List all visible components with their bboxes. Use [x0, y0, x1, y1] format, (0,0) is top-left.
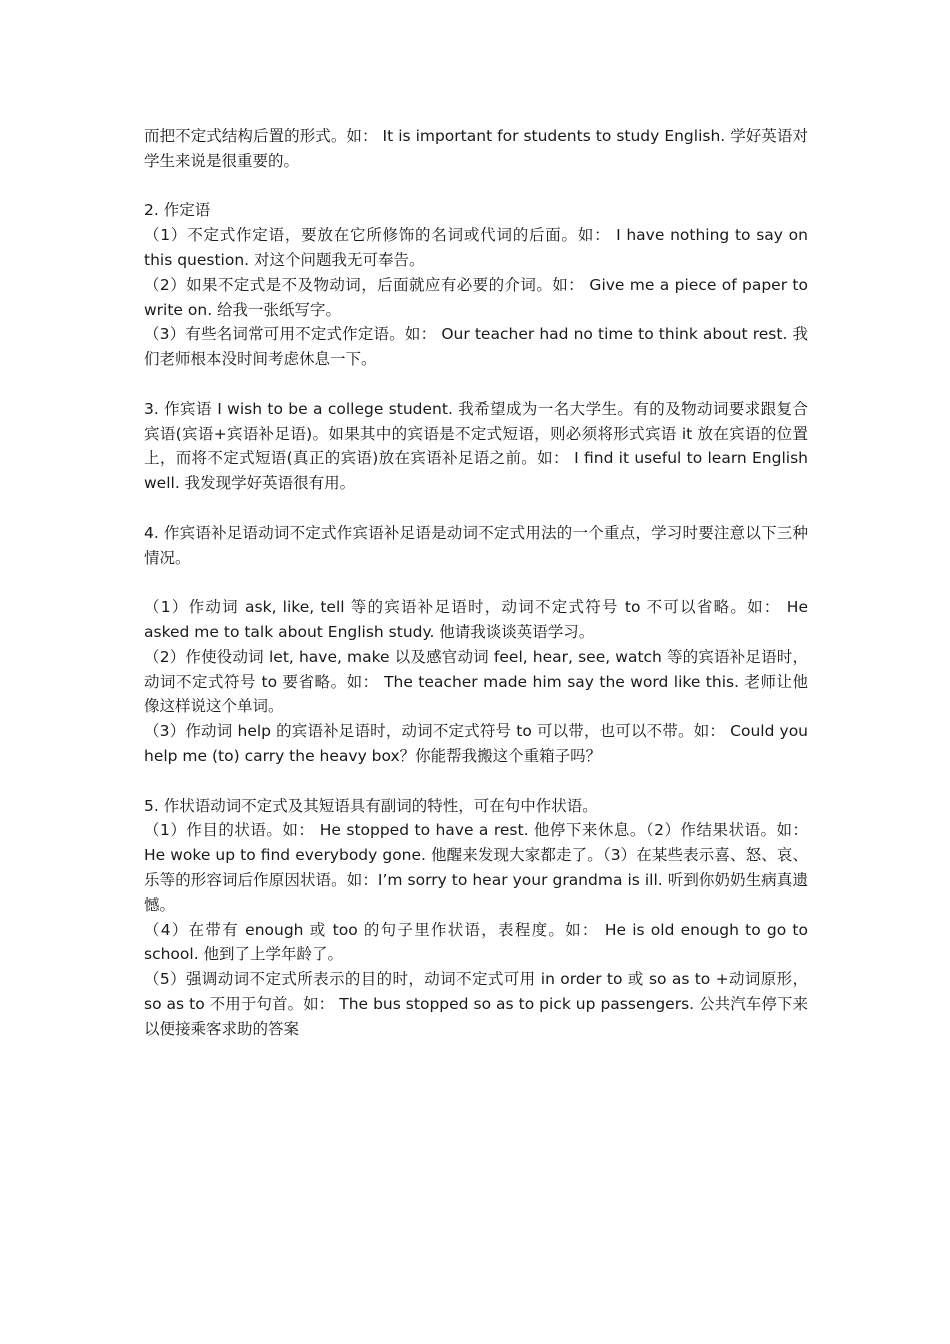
document-body — [144, 124, 808, 1041]
blank-line — [144, 372, 808, 397]
paragraph-object: 3. 作宾语 I wish to be a college student. 我希望成为一名大学生。有的及物动词要求跟复合宾语(宾语+宾语补足语)。如果其中的宾语是不定式短语，则必须将形式宾语 it 放在宾语的位置上，而将不定式短语(真正的宾语)放在宾语补足语之前。如： I find it useful to learn English well. 我发现学好英语很有用。 — [144, 399, 808, 493]
paragraph-intro: 而把不定式结构后置的形式。如： It is important for students to study English. 学好英语对学生来说是很重要的。 — [144, 127, 808, 170]
paragraph-adverbial-4: （4）在带有 enough 或 too 的句子里作状语，表程度。如： He is old enough to go to school. 他到了上学年龄了。 — [144, 920, 808, 964]
paragraph-adverbial-1-3: （1）作目的状语。如： He stopped to have a rest. 他停下来休息。（2）作结果状语。如： He woke up to find everybody gone. 他醒来发现大家都走了。（3）在某些表示喜、怒、哀、乐等的形容词后作原因状语。如：I’m sorry to hear your grandma is ill. 听到你奶奶生病真遗憾。 — [144, 821, 808, 914]
blank-line — [144, 570, 808, 595]
paragraph-attributive-2: （2）如果不定式是不及物动词，后面就应有必要的介词。如： Give me a piece of paper to write on. 给我一张纸写字。 — [144, 275, 808, 319]
paragraph-attributive-1: （1）不定式作定语，要放在它所修饰的名词或代词的后面。如： I have nothing to say on this question. 对这个问题我无可奉告。 — [144, 226, 808, 269]
heading-object-complement: 4. 作宾语补足语动词不定式作宾语补足语是动词不定式用法的一个重点，学习时要注意以下三种情况。 — [144, 523, 808, 567]
paragraph-complement-3: （3）作动词 help 的宾语补足语时，动词不定式符号 to 可以带，也可以不带。如： Could you help me (to) carry the heavy box？你能帮我搬这个重箱子吗？ — [144, 722, 808, 765]
heading-adverbial: 5. 作状语动词不定式及其短语具有副词的特性，可在句中作状语。 — [144, 796, 598, 815]
paragraph-adverbial-5: （5）强调动词不定式所表示的目的时，动词不定式可用 in order to 或 so as to +动词原形，so as to 不用于句首。如： The bus stopped so as to pick up passengers. 公共汽车停下来以便接乘客求助的答案 — [144, 970, 808, 1038]
blank-line — [144, 496, 808, 521]
heading-attributive: 2. 作定语 — [144, 201, 211, 220]
blank-line — [144, 174, 808, 199]
paragraph-complement-1: （1）作动词 ask, like, tell 等的宾语补足语时，动词不定式符号 to 不可以省略。如： He asked me to talk about English study. 他请我谈谈英语学习。 — [144, 598, 808, 641]
paragraph-complement-2: （2）作使役动词 let, have, make 以及感官动词 feel, hear, see, watch 等的宾语补足语时，动词不定式符号 to 要省略。如： The teacher made him say the word like this. 老师让他像这样说这个单词。 — [144, 647, 808, 716]
paragraph-attributive-3: （3）有些名词常可用不定式作定语。如： Our teacher had no time to think about rest. 我们老师根本没时间考虑休息一下。 — [144, 325, 808, 369]
blank-line — [144, 769, 808, 794]
